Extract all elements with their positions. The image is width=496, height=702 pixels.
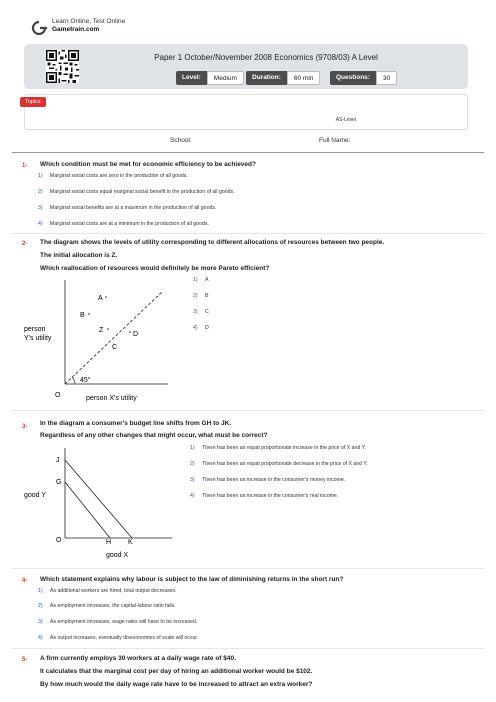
y-axis-label: Y's utility (24, 335, 52, 342)
point-a-label: A (98, 295, 103, 302)
question-separator (12, 410, 484, 411)
option[interactable]: 3) C (193, 309, 209, 315)
option[interactable]: 1) A (193, 277, 209, 283)
level-badge (176, 71, 244, 85)
point-j-label: J (56, 457, 60, 464)
questions-value: 30 (376, 71, 397, 85)
option[interactable]: 3) As employment increases, wage rates will have to be increased. (38, 619, 198, 625)
option[interactable]: 1) There has been an equal proportionate increase in the price of X and Y. (190, 445, 366, 451)
option[interactable]: 4) There has been an increase in the consumer's real income. (190, 493, 339, 499)
option[interactable]: 1) Marginal social costs are zero in the production of all goods. (38, 173, 188, 179)
utility-diagram (20, 276, 170, 406)
level-value: Medium (207, 71, 244, 85)
topics-tag[interactable]: Topics (20, 97, 46, 107)
option[interactable]: 3) Marginal social benefits are at a maximum in the production of all goods. (38, 205, 217, 211)
option[interactable]: 2) There has been an equal proportionate decrease in the price of X and Y. (190, 461, 368, 467)
budget-line-diagram (20, 446, 180, 561)
option[interactable]: 2) B (193, 293, 209, 299)
duration-value: 60 min (287, 71, 321, 85)
question-number: 5- (22, 657, 28, 663)
option[interactable]: 2) As employment increases, the capital-labour ratio falls. (38, 603, 176, 609)
question-separator (12, 648, 484, 649)
brand-site[interactable]: Gametrain.com (52, 26, 100, 33)
question-text: Which reallocation of resources would definitely be more Pareto efficient? (40, 265, 270, 272)
option[interactable]: 4) As output increases, eventually diseconomies of scale will occur. (38, 635, 199, 641)
divider (12, 152, 484, 153)
x-axis-label: person X's utility (86, 395, 137, 402)
question-text: Regardless of any other changes that might occur, what must be correct? (40, 432, 268, 439)
point-h-label: H (106, 539, 112, 546)
question-number: 2- (22, 241, 28, 247)
option[interactable]: 4) D (193, 325, 209, 331)
option[interactable]: 3) There has been an increase in the consumer's money income. (190, 477, 346, 483)
questions-label: Questions: (330, 71, 376, 85)
x-axis-label: good X (106, 552, 129, 559)
level-label: Level: (176, 71, 207, 85)
school-field-label: School: (170, 137, 192, 144)
question-text: By how much would the daily wage rate have to be increased to attract an extra worker? (40, 681, 313, 688)
topics-box (24, 94, 468, 130)
point-c-label: C (112, 344, 118, 351)
option[interactable]: 2) Marginal social costs equal marginal social benefit in the production of all goods. (38, 189, 235, 195)
question-separator (12, 233, 484, 234)
gametrain-logo-icon (30, 21, 48, 35)
angle-label: 45° (80, 377, 91, 384)
point-b-label: B (80, 312, 85, 319)
duration-badge (246, 71, 320, 85)
question-text: The initial allocation is Z. (40, 252, 118, 259)
brand-tagline: Learn Online, Test Online (52, 18, 126, 25)
question-text: The diagram shows the levels of utility corresponding to different allocations of resources between two people. (40, 239, 385, 246)
question-text: A firm currently employs 30 workers at a daily wage rate of $40. (40, 655, 236, 662)
paper-header (24, 44, 468, 89)
topic-level: AS-Level (335, 117, 356, 123)
y-axis-label: person (24, 326, 46, 333)
origin-label: O (55, 392, 61, 399)
y-axis-label: good Y (24, 492, 47, 499)
full-name-field-label: Full Name: (319, 137, 351, 144)
question-number: 4- (22, 578, 28, 584)
question-text: Which condition must be met for economic efficiency to be achieved? (40, 161, 256, 168)
question-number: 1- (22, 163, 28, 169)
point-z-label: Z (99, 327, 104, 334)
origin-label: O (56, 537, 62, 544)
question-separator (12, 568, 484, 569)
point-g-label: G (56, 479, 62, 486)
questions-badge (330, 71, 397, 85)
question-text: Which statement explains why labour is subject to the law of diminishing returns in the short run? (40, 576, 344, 583)
point-d-label: D (133, 331, 139, 338)
option[interactable]: 1) As additional workers are hired, total output decreases. (38, 588, 177, 594)
question-text: It calculates that the marginal cost per day of hiring an additional worker would be $102. (40, 668, 313, 675)
duration-label: Duration: (246, 71, 287, 85)
question-text: In the diagram a consumer's budget line shifts from GH to JK. (40, 420, 232, 427)
option[interactable]: 4) Marginal social costs are at a minimum in the production of all goods. (38, 221, 209, 227)
question-number: 3- (22, 424, 28, 430)
point-k-label: K (128, 539, 133, 546)
paper-title: Paper 1 October/November 2008 Economics (9708/03) A Level (154, 53, 378, 62)
